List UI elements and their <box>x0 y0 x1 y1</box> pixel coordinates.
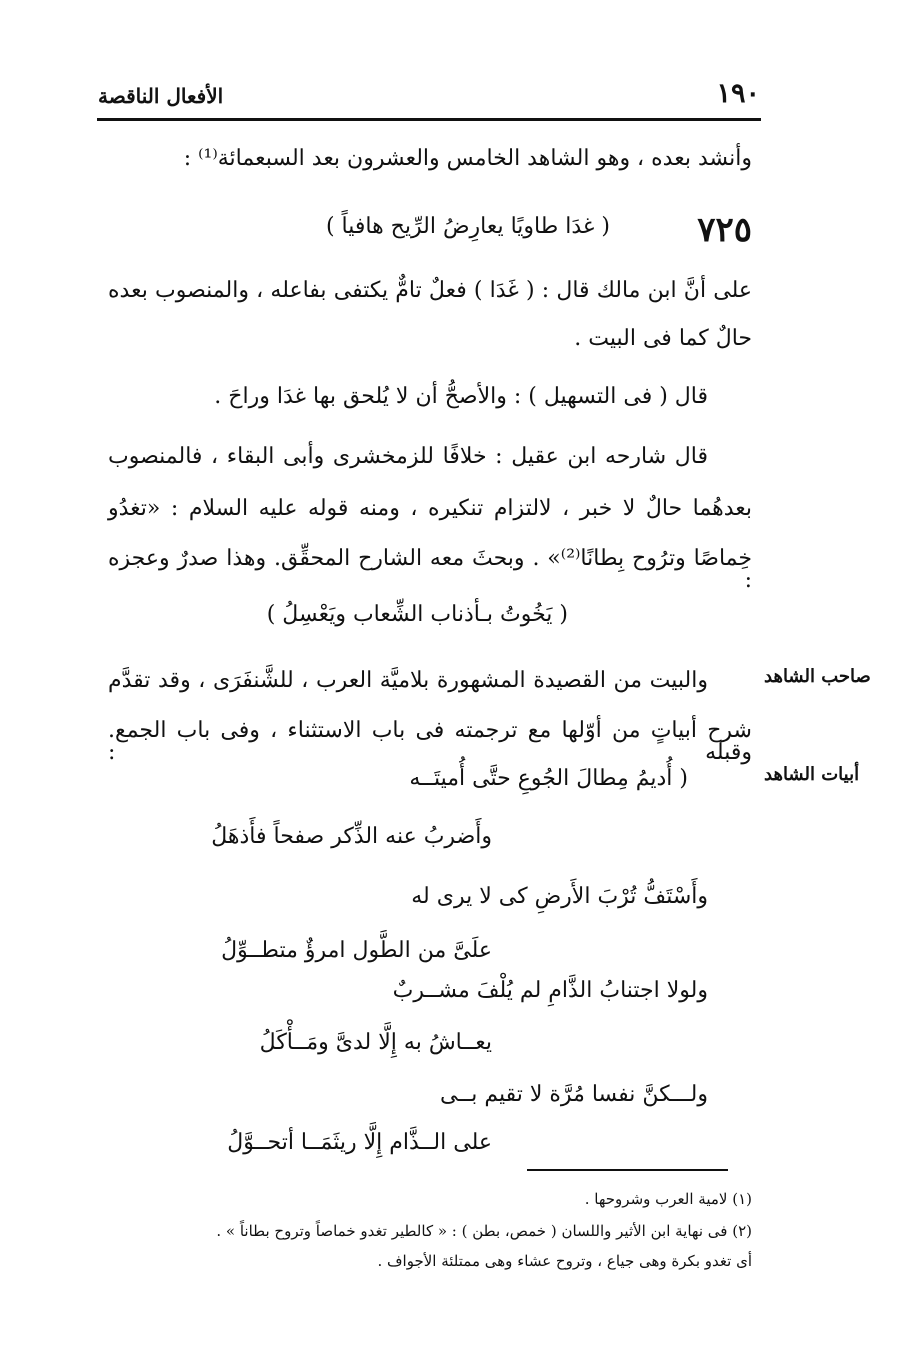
footnote: أى تغدو بكرة وهى جياع ، وتروح عشاء وهى ممتلئة الأجواف . <box>377 1252 752 1270</box>
side-note-author: صاحب الشاهد <box>764 666 871 687</box>
paragraph-line: والبيت من القصيدة المشهورة بلاميَّة العرب ، للشَّنفَرَى ، وقد تقدَّم <box>108 668 708 693</box>
poem-line: ولولا اجتنابُ الذَّامِ لم يُلْفَ مشــربٌ <box>392 978 708 1003</box>
running-title: الأفعال الناقصة <box>98 84 224 108</box>
page-number: ١٩٠ <box>716 78 760 109</box>
paragraph-line: على أنَّ ابن مالك قال : ( غَدَا ) فعلٌ تامٌّ يكتفى بفاعله ، والمنصوب بعده <box>108 278 752 303</box>
poem-line: وأَضربُ عنه الذِّكر صفحاً فأَذهَلُ <box>211 824 492 849</box>
poem-line: على الــذَّام إِلَّا ريثَمَــا أتحــوَّلُ <box>227 1130 492 1155</box>
paragraph-line: قال ( فى التسهيل ) : والأصحُّ أن لا يُلحق بها غدَا وراحَ . <box>214 384 708 409</box>
footnote: (٢) فى نهاية ابن الأثير واللسان ( خمص، بطن ) : « كالطير تغدو خماصاً وتروح بطاناً » . <box>216 1222 752 1240</box>
verse-number: ٧٢٥ <box>697 210 752 250</box>
paragraph-line: حالٌ كما فى البيت . <box>574 326 752 351</box>
side-note-verses: أبيات الشاهد <box>764 764 860 785</box>
paragraph-line: خِماصًا وترُوح بِطانًا⁽²⁾» . وبحثَ معه الشارح المحقِّق. وهذا صدرٌ وعجزه : <box>108 546 752 593</box>
poem-line: وأَسْتَفُّ تُرْبَ الأَرضِ كى لا يرى له <box>411 884 708 909</box>
poem-line: ولـــكنَّ نفسا مُرَّة لا تقيم بــى <box>440 1082 708 1107</box>
poem-line: ( أُديمُ مِطالَ الجُوعِ حتَّى أُميتَــه <box>409 766 688 791</box>
intro-line: وأنشد بعده ، وهو الشاهد الخامس والعشرون بعد السبعمائة⁽¹⁾ : <box>183 146 752 171</box>
second-hemistich: ( يَخُوتُ بـأذناب الشِّعاب ويَعْسِلُ ) <box>266 602 568 627</box>
footnote: (١) لامية العرب وشروحها . <box>584 1190 752 1208</box>
footnote-rule <box>527 1169 728 1171</box>
poem-line: يعــاشُ به إِلَّا لدىَّ ومَــأْكَلُ <box>259 1030 492 1055</box>
verse-hemistich: ( غدَا طاويًا يعارِضُ الرِّيح هافياً ) <box>325 214 610 239</box>
paragraph-line: قال شارحه ابن عقيل : خلافًا للزمخشرى وأبى البقاء ، فالمنصوب <box>108 444 708 469</box>
header-rule <box>97 118 761 121</box>
paragraph-line: شرح أبياتٍ من أوّلها مع ترجمته فى باب الاستثناء ، وفى باب الجمع. وقبله : <box>108 718 752 765</box>
poem-line: علَىَّ من الطَّول امرؤٌ متطــوِّلُ <box>221 938 492 963</box>
paragraph-line: بعدهُما حالٌ لا خبر ، لالتزام تنكيره ، ومنه قوله عليه السلام : «تغدُو <box>108 496 752 521</box>
